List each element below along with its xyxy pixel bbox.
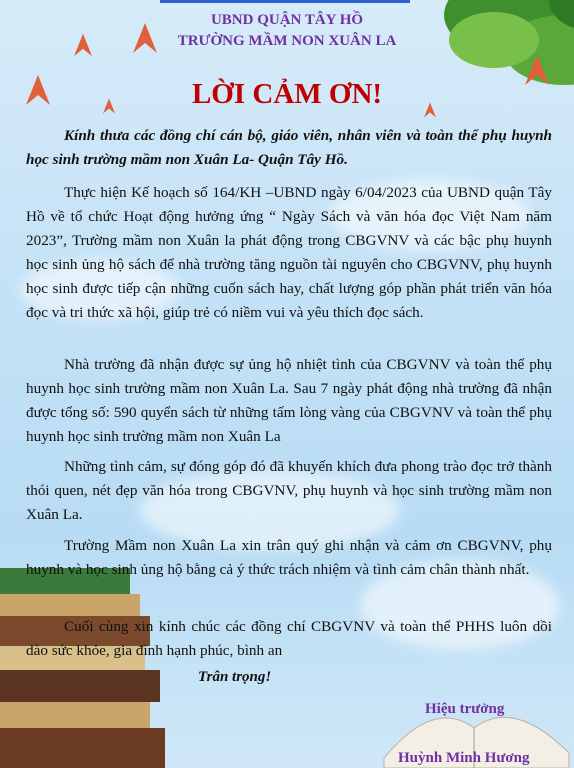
signature-name: Huỳnh Minh Hương <box>398 750 530 766</box>
paragraph-3: Những tình cảm, sự đóng góp đó đã khuyến khích đưa phong trào đọc trở thành thói quen, nét đẹp văn hóa trong CBGVNV, phụ huynh và học sinh trường mầm non Xuân La. <box>26 458 552 523</box>
school-name: TRƯỜNG MẦM NON XUÂN LA <box>177 33 397 49</box>
letter-title: LỜI CẢM ƠN! <box>191 78 383 110</box>
signature-role: Hiệu trưởng <box>425 701 505 717</box>
greeting: Kính thưa các đồng chí cán bộ, giáo viên, nhân viên và toàn thể phụ huynh học sinh trường mầm non Xuân La- Quận Tây Hồ. <box>26 127 552 168</box>
paragraph-4: Trường Mầm non Xuân La xin trân quý ghi nhận và cảm ơn CBGVNV, phụ huynh và học sinh ủng hộ bằng cả ý thức trách nhiệm và tình cảm chân thành nhất. <box>26 537 552 578</box>
closing: Trân trọng! <box>198 669 272 685</box>
district-name: UBND QUẬN TÂY HỒ <box>210 12 364 28</box>
paragraph-1: Thực hiện Kế hoạch số 164/KH –UBND ngày 6/04/2023 của UBND quận Tây Hồ về tổ chức Hoạt động hưởng ứng “ Ngày Sách và văn hóa đọc Việt Nam năm 2023”, Trường mầm non Xuân la phát động trong CBGVNV và các bậc phụ huynh học sinh ủng hộ sách để nhà trường tăng nguồn tài nguyên cho CBGVNV, phụ huynh học sinh được tiếp cận những cuốn sách hay, chất lượng góp phần phát triển văn hóa đọc và tri thức xã hội, giúp trẻ có niềm vui và yêu thích đọc sách. <box>26 184 552 321</box>
paragraph-5: Cuối cùng xin kính chúc các đồng chí CBGVNV và toàn thể PHHS luôn dồi dào sức khỏe, gia đình hạnh phúc, bình an <box>26 618 552 659</box>
paragraph-2: Nhà trường đã nhận được sự ủng hộ nhiệt tình của CBGVNV và toàn thể phụ huynh học sinh trường mầm non Xuân La. Sau 7 ngày phát động nhà trường đã nhận được tổng số: 590 quyển sách từ những tấm lòng vàng của CBGVNV và toàn thể phụ huynh học sinh trường mầm non Xuân La <box>26 356 552 445</box>
